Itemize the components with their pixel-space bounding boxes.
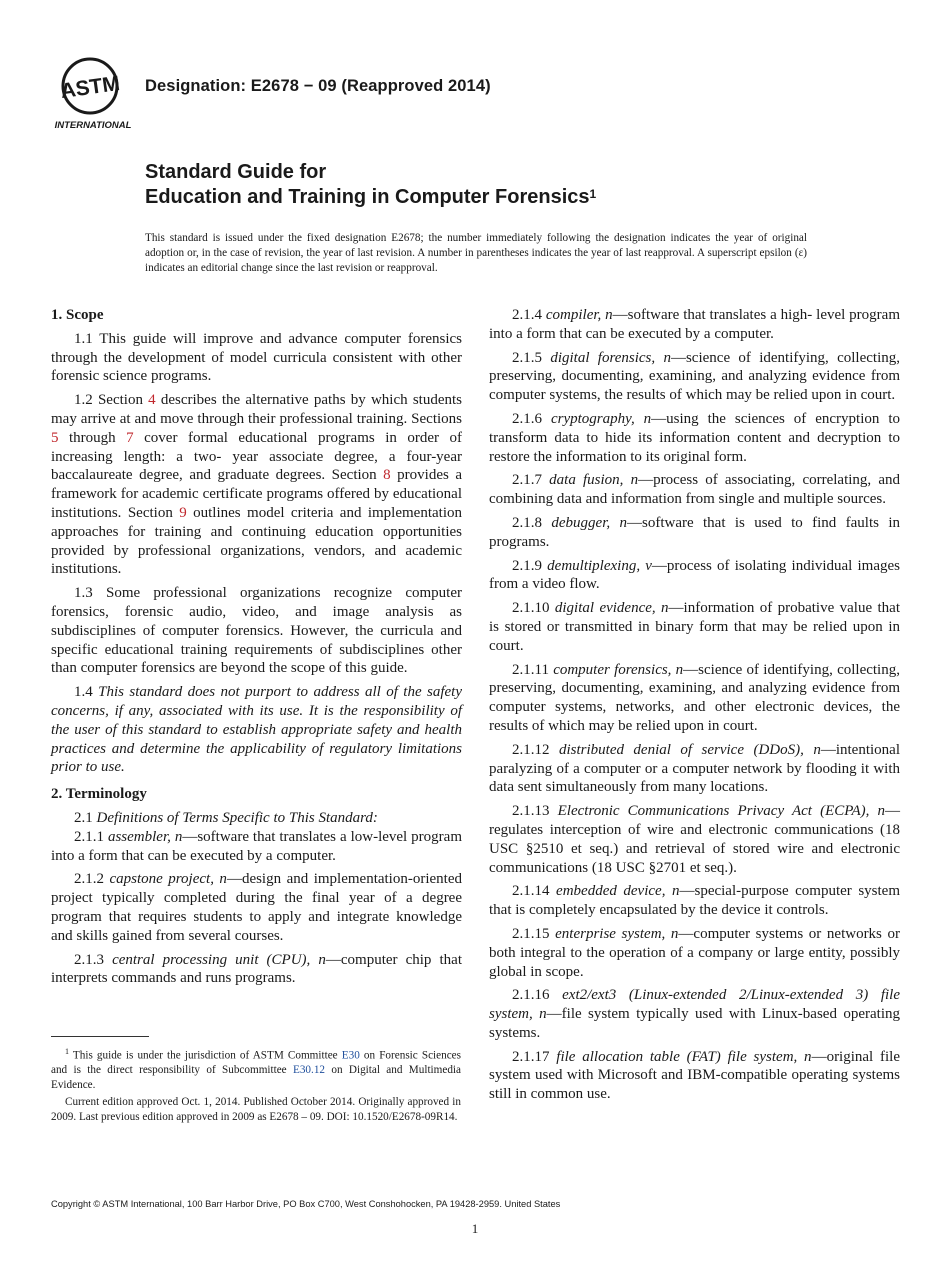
terminology-heading: 2. Terminology <box>51 786 147 803</box>
definition-2-1-17: 2.1.17 file allocation table (FAT) file system, n—original file system used with Microsoft and IBM-compatible operating systems still in common use. <box>489 1048 900 1103</box>
astm-logo <box>50 56 136 132</box>
issuance-notice: This standard is issued under the fixed designation E2678; the number immediately following the designation indicates the year of original adoption or, in the case of revision, the year of last revision. A number in parentheses indicates the year of last reapproval. A superscript epsilon (ε) indicates an editorial change since the last revision or reapproval. <box>145 232 807 275</box>
scope-para-1-4: 1.4 This standard does not purport to address all of the safety concerns, if any, associated with its use. It is the responsibility of the user of this standard to establish appropriate safety and health practices and determine the applicability of regulatory limitations prior to use. <box>51 684 463 776</box>
definition-2-1-15: 2.1.15 enterprise system, n—computer systems or networks or both integral to the operation of a company or large entity, possibly global in scope. <box>489 925 901 980</box>
scope-para-1-3: 1.3 Some professional organizations recognize computer forensics, forensic audio, video, and image analysis as subdisciplines of computer forensics. However, the curricula and specific educational training requirements of subdisciplines other than computer forensics are beyond the scope of this guide. <box>51 585 462 677</box>
astm-logo-label: INTERNATIONAL <box>54 120 132 131</box>
definition-2-1-13: 2.1.13 Electronic Communications Privacy Act (ECPA), n—regulates interception of wire and electronic communications (18 USC §2510 et seq.) and retrieval of stored wire and electronic communications (18 USC §2701 et seq.). <box>489 803 900 876</box>
designation: Designation: E2678 − 09 (Reapproved 2014) <box>145 77 491 95</box>
definition-2-1-11: 2.1.11 computer forensics, n—science of identifying, collecting, preserving, documenting, examining, and analyzing evidence from computer systems, networks, and other electronic devices, the results of which may be relied upon in court. <box>489 661 900 734</box>
section-8-link[interactable]: 8 <box>383 467 391 484</box>
definition-2-1-14: 2.1.14 embedded device, n—special-purpose computer system that is completely encapsulated by the device it controls. <box>489 883 901 919</box>
section-4-link[interactable]: 4 <box>148 392 156 409</box>
astm-logo-letters: ASTM <box>59 71 122 104</box>
right-column <box>489 306 900 1109</box>
scope-para-1-2: 1.2 Section 4 describes the alternative paths by which students may arrive at and move through their professional training. Sections 5 through 7 cover formal educational programs in order of increasing length: a two- year associate degree, a four-year baccalaureate degree, and graduate degrees. Section 8 provides a framework for academic certificate programs offered by educational institutions. Section 9 outlines model criteria and implementation approaches for training and continuing education opportunities provided by professional organizations, vendors, and academic institutions. <box>51 392 462 578</box>
title-footnote-mark[interactable]: 1 <box>589 187 597 201</box>
section-5-link[interactable]: 5 <box>51 429 59 446</box>
definition-2-1-8: 2.1.8 debugger, n—software that is used to find faults in programs. <box>489 514 900 550</box>
definition-2-1-6: 2.1.6 cryptography, n—using the sciences of encryption to transform data to hide its information content and decryption to restore the information to its original form. <box>489 410 900 465</box>
footnote-para-1: $^1$ This guide is under the jurisdiction of ASTM Committee E30 on Forensic Sciences and is the direct responsibility of Subcommittee E30.12 on Digital and Multimedia Evidence. <box>51 1047 461 1091</box>
page-title <box>145 160 596 210</box>
definition-2-1-2: 2.1.2 capstone project, n—design and implementation-oriented project typically completed during the final year of a degree program that requires students to apply and integrate knowledge and skills gained from several courses. <box>51 871 462 944</box>
title-line-2: Education and Training in Computer Forensics$^1$ <box>145 186 597 208</box>
scope-heading: 1. Scope <box>51 307 104 323</box>
definition-2-1-10: 2.1.10 digital evidence, n—information of probative value that is stored or transmitted in binary form that may be relied upon in court. <box>489 600 900 654</box>
title-line-1: Standard Guide for <box>145 161 327 183</box>
definition-2-1-12: 2.1.12 distributed denial of service (DDoS), n—intentional paralyzing of a computer or a computer network by flooding it with data sent simultaneously from many locations. <box>489 741 900 796</box>
definition-2-1-4: 2.1.4 compiler, n—software that translates a high- level program into a form that can be executed by a computer. <box>489 307 900 342</box>
definition-2-1-5: 2.1.5 digital forensics, n—science of identifying, collecting, preserving, documenting, examining, and analyzing evidence from computer systems, the results of which may be relied upon in court. <box>489 349 900 404</box>
definition-2-1-3: 2.1.3 central processing unit (CPU), n—computer chip that interprets commands and runs programs. <box>51 951 462 987</box>
footnote-para-2: Current edition approved Oct. 1, 2014. Published October 2014. Originally approved in 2009. Last previous edition approved in 2009 as E2678 – 09. DOI: 10.1520/E2678-09R14. <box>51 1096 461 1123</box>
left-column <box>51 306 462 993</box>
copyright-line: Copyright © ASTM International, 100 Barr Harbor Drive, PO Box C700, West Conshohocken, PA 19428-2959. United States <box>51 1199 561 1209</box>
footnote-divider <box>51 1036 149 1037</box>
footnote <box>51 1045 461 1127</box>
terminology-sub-2-1: 2.1 Definitions of Terms Specific to This Standard: <box>74 809 378 826</box>
definition-2-1-16: 2.1.16 ext2/ext3 (Linux-extended 2/Linux-extended 3) file system, n—file system typically used with Linux-based operating systems. <box>489 987 900 1041</box>
section-9-link[interactable]: 9 <box>179 504 187 521</box>
scope-para-1-1: 1.1 This guide will improve and advance computer forensics through the development of model curricula consistent with other forensic science programs. <box>51 330 462 385</box>
definition-2-1-9: 2.1.9 demultiplexing, v—process of isolating individual images from a video flow. <box>489 557 900 593</box>
subcommittee-e30-12-link[interactable]: E30.12 <box>293 1064 326 1077</box>
section-7-link[interactable]: 7 <box>126 429 134 446</box>
definition-2-1-1: 2.1.1 assembler, n—software that translates a low-level program into a form that can be executed by a computer. <box>51 828 462 864</box>
committee-e30-link[interactable]: E30 <box>341 1049 360 1062</box>
definition-2-1-7: 2.1.7 data fusion, n—process of associating, correlating, and combining data and information from single and multiple sources. <box>489 472 900 508</box>
page-number: 1 <box>471 1221 479 1236</box>
